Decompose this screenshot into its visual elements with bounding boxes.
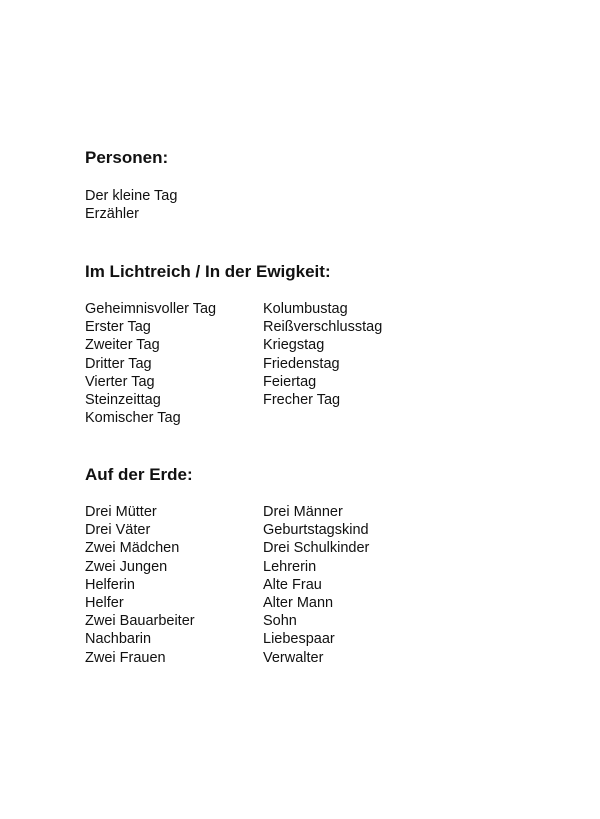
personen-list xyxy=(85,187,177,223)
list-item: Alte Frau xyxy=(263,576,322,593)
list-item: Dritter Tag xyxy=(85,355,152,372)
list-item: Kriegstag xyxy=(263,337,325,354)
list-item: Erzähler xyxy=(85,206,139,223)
list-item: Vierter Tag xyxy=(85,373,155,390)
list-item: Zwei Frauen xyxy=(85,649,166,666)
erde-right-list xyxy=(263,503,369,667)
list-item: Sohn xyxy=(263,613,297,630)
list-item: Komischer Tag xyxy=(85,410,181,427)
list-item: Zwei Bauarbeiter xyxy=(85,613,195,630)
list-item: Geburtstagskind xyxy=(263,522,369,539)
list-item: Lehrerin xyxy=(263,558,317,575)
list-item: Frecher Tag xyxy=(263,392,341,409)
list-item: Zwei Mädchen xyxy=(85,540,180,557)
list-item: Drei Mütter xyxy=(85,504,157,520)
list-item: Nachbarin xyxy=(85,631,152,648)
list-item: Kolumbustag xyxy=(263,301,348,317)
lichtreich-left-list xyxy=(85,300,216,427)
list-item: Zweiter Tag xyxy=(85,337,160,354)
list-item: Drei Männer xyxy=(263,504,343,520)
list-item: Drei Väter xyxy=(85,522,151,539)
section-heading-lichtreich: Im Lichtreich / In der Ewigkeit: xyxy=(85,262,331,281)
list-item: Geheimnisvoller Tag xyxy=(85,301,217,317)
list-item: Feiertag xyxy=(263,373,317,390)
list-item: Helfer xyxy=(85,595,124,612)
list-item: Zwei Jungen xyxy=(85,558,168,575)
section-heading-erde: Auf der Erde: xyxy=(85,465,193,484)
list-item: Verwalter xyxy=(263,649,324,666)
list-item: Reißverschlusstag xyxy=(263,319,383,336)
lichtreich-right-list xyxy=(263,300,382,409)
list-item: Steinzeittag xyxy=(85,392,161,409)
list-item: Drei Schulkinder xyxy=(263,540,370,557)
erde-left-list xyxy=(85,503,195,667)
section-heading-personen: Personen: xyxy=(85,148,169,167)
list-item: Friedenstag xyxy=(263,355,340,372)
list-item: Alter Mann xyxy=(263,595,334,612)
list-item: Liebespaar xyxy=(263,631,335,648)
list-item: Erster Tag xyxy=(85,319,151,336)
list-item: Helferin xyxy=(85,576,135,593)
list-item: Der kleine Tag xyxy=(85,188,178,204)
